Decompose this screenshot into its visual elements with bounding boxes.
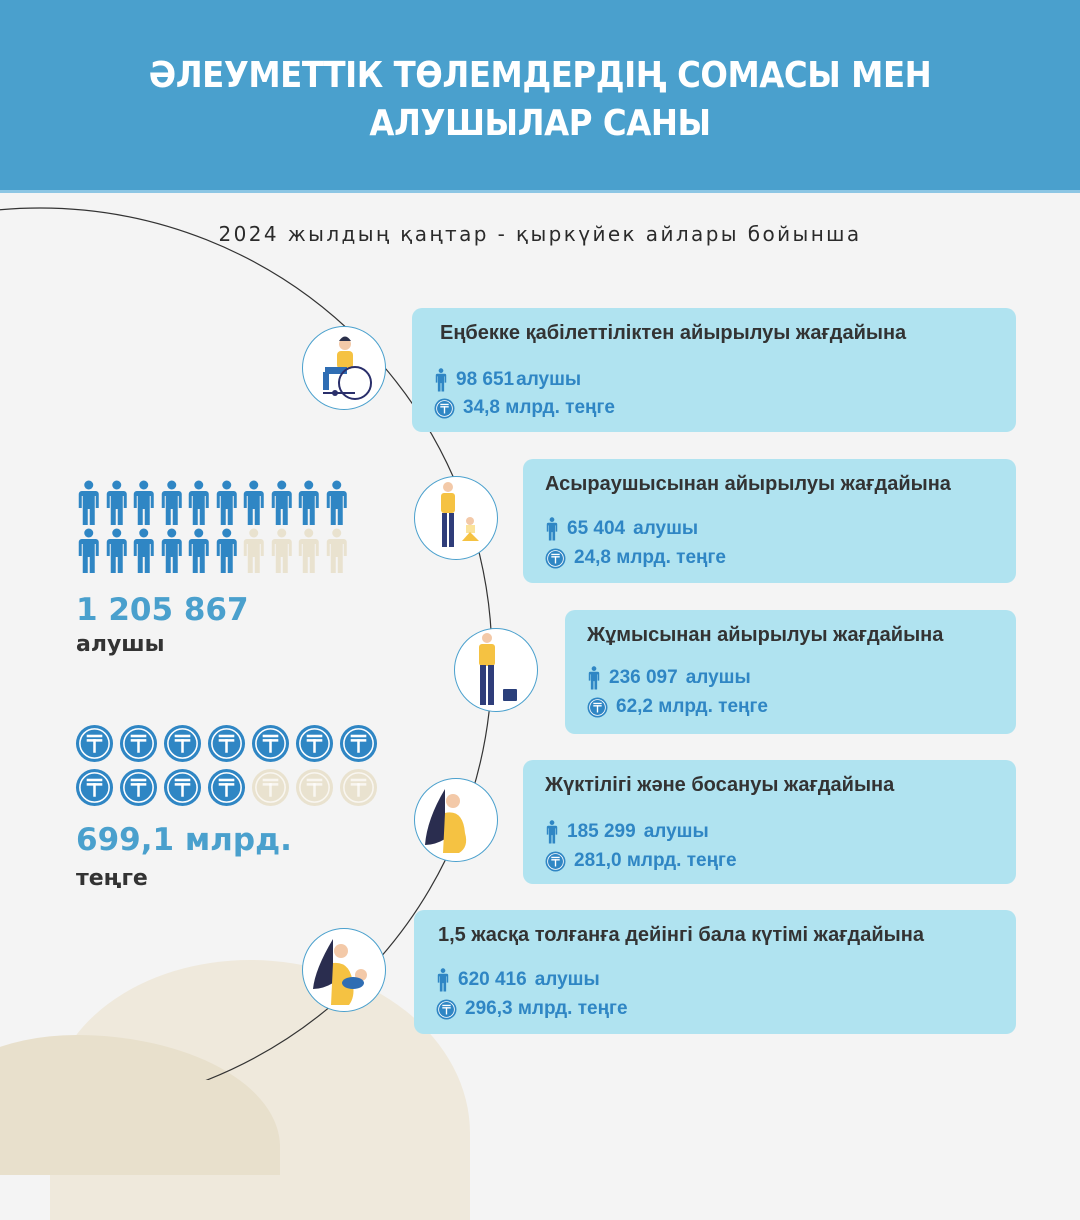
person-icon [241, 528, 267, 574]
person-icon [104, 480, 130, 526]
tenge-coin-icon [339, 768, 378, 807]
title-line-1: ӘЛЕУМЕТТІК ТӨЛЕМДЕРДІҢ СОМАСЫ МЕН [148, 55, 932, 96]
person-icon [296, 528, 322, 574]
recipients-line [545, 517, 698, 541]
recipients-unit: алушы [685, 667, 751, 688]
amount-value: 296,3 млрд. теңге [465, 998, 628, 1019]
category-title: Еңбекке қабілеттіліктен айырылуы жағдайына [440, 322, 907, 344]
category-card-childcare [414, 910, 1016, 1034]
amount-value: 281,0 млрд. теңге [574, 850, 737, 871]
amount-line [436, 998, 628, 1020]
category-card-job-loss [565, 610, 1016, 734]
category-title: Жүктілігі және босануы жағдайына [545, 774, 895, 796]
recipients-pictogram [76, 480, 356, 576]
tenge-coin-icon [545, 548, 566, 569]
recipients-count: 620 416 [458, 969, 527, 990]
total-recipients-label: алушы [76, 632, 165, 657]
tenge-coin-icon [587, 697, 608, 718]
recipients-unit: алушы [534, 969, 600, 990]
person-icon [76, 480, 102, 526]
category-card-pregnancy [523, 760, 1016, 884]
recipients-count: 65 404 [567, 518, 626, 539]
tenge-coin-icon [163, 768, 202, 807]
pregnant-woman-illustration [414, 778, 498, 862]
tenge-coin-icon [295, 724, 334, 763]
person-icon [159, 480, 185, 526]
person-icon [186, 528, 212, 574]
category-title: 1,5 жасқа толғанға дейінгі бала күтімі жағдайына [438, 924, 924, 946]
person-icon [587, 666, 601, 690]
person-icon [324, 480, 350, 526]
tenge-coin-icon [75, 768, 114, 807]
person-icon [76, 528, 102, 574]
total-amount-label: теңге [76, 866, 148, 891]
recipients-count: 236 097 [609, 667, 678, 688]
father-with-child-illustration [414, 476, 498, 560]
person-icon [131, 480, 157, 526]
tenge-coin-icon [436, 999, 457, 1020]
person-icon [324, 528, 350, 574]
recipients-unit: алушы [643, 821, 709, 842]
recipients-line [434, 368, 581, 392]
amount-pictogram [75, 724, 378, 812]
person-icon [214, 480, 240, 526]
tenge-coin-icon [339, 724, 378, 763]
amount-line [587, 696, 768, 718]
person-icon [434, 368, 448, 392]
tenge-coin-icon [75, 724, 114, 763]
recipients-count: 98 651 [456, 369, 515, 390]
person-icon [269, 480, 295, 526]
person-icon [241, 480, 267, 526]
tenge-coin-icon [207, 768, 246, 807]
mother-with-baby-illustration [302, 928, 386, 1012]
period-subtitle: 2024 жылдың қаңтар - қыркүйек айлары бойынша [218, 222, 862, 246]
tenge-coin-icon [295, 768, 334, 807]
person-icon [545, 517, 559, 541]
tenge-coin-icon [163, 724, 202, 763]
recipients-count: 185 299 [567, 821, 636, 842]
wheelchair-person-illustration [302, 326, 386, 410]
tenge-coin-icon [251, 724, 290, 763]
person-icon [269, 528, 295, 574]
person-icon [214, 528, 240, 574]
amount-line [434, 397, 615, 419]
person-icon [104, 528, 130, 574]
person-icon [436, 968, 450, 992]
title-line-2: АЛУШЫЛАР САНЫ [369, 103, 711, 144]
category-card-disability [412, 308, 1016, 432]
recipients-unit: алушы [633, 518, 699, 539]
tenge-coin-icon [119, 724, 158, 763]
person-icon [545, 820, 559, 844]
tenge-coin-icon [119, 768, 158, 807]
recipients-line [587, 666, 751, 690]
category-card-breadwinner-loss [523, 459, 1016, 583]
category-title: Асыраушысынан айырылуы жағдайына [545, 473, 951, 495]
recipients-line [545, 820, 709, 844]
amount-line [545, 547, 726, 569]
person-icon [159, 528, 185, 574]
man-with-briefcase-illustration [454, 628, 538, 712]
person-icon [296, 480, 322, 526]
total-recipients-value: 1 205 867 [76, 592, 249, 628]
person-icon [186, 480, 212, 526]
amount-line [545, 850, 737, 872]
tenge-coin-icon [545, 851, 566, 872]
person-icon [131, 528, 157, 574]
tenge-coin-icon [207, 724, 246, 763]
category-title: Жұмысынан айырылуы жағдайына [587, 624, 944, 646]
tenge-coin-icon [251, 768, 290, 807]
amount-value: 34,8 млрд. теңге [463, 397, 615, 418]
amount-value: 62,2 млрд. теңге [616, 696, 768, 717]
amount-value: 24,8 млрд. теңге [574, 547, 726, 568]
tenge-coin-icon [434, 398, 455, 419]
recipients-unit: алушы [516, 369, 582, 390]
total-amount-value: 699,1 млрд. [76, 822, 292, 858]
recipients-line [436, 968, 600, 992]
